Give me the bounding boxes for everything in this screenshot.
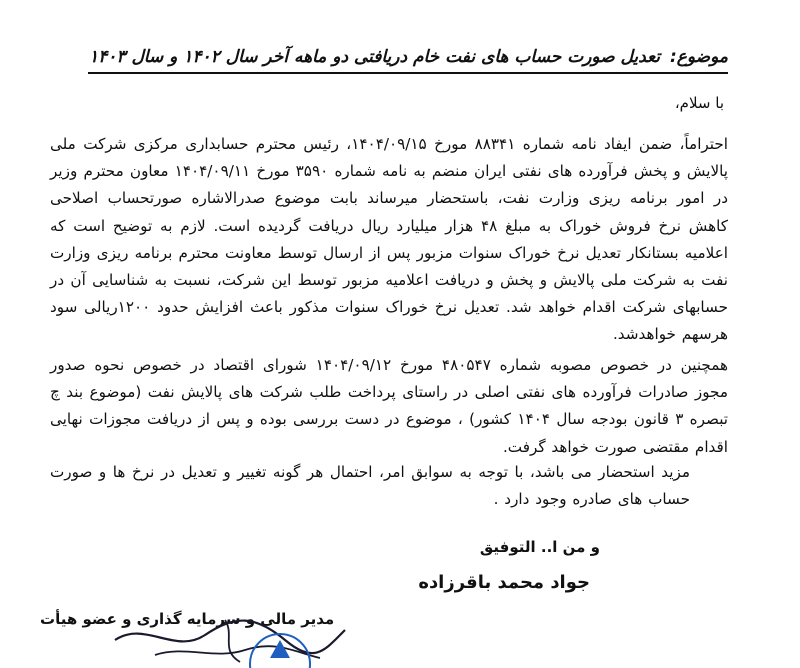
paragraph-2: همچنین در خصوص مصوبه شماره ۴۸۰۵۴۷ مورخ ۱۴۰۴/۰۹/۱۲ شورای اقتصاد در خصوص نحوه صدور مجوز صادرات فرآورده های نفتی اصلی در راستای پرداخت طلب شرکت های پالایش نفت (موضوع بند چ تبصره ۳ قانون بودجه سال ۱۴۰۴ کشور) ، موضوع در دست بررسی بوده و پس از دریافت مجوزات نهایی اقدام مقتضی صورت خواهد گرفت.	[50, 356, 728, 456]
signer-name: جواد محمد باقرزاده	[418, 572, 590, 593]
paragraph-3: مزید استحضار می باشد، با توجه به سوابق امر، احتمال هر گونه تغییر و تعدیل در نرخ ها و صورت حساب های صادره وجود دارد .	[50, 463, 690, 509]
signer-title: مدیر مالی و سرمایه گذاری و عضو هیأت	[40, 610, 335, 628]
greeting: با سلام،	[674, 94, 724, 112]
stamp-seal	[245, 628, 315, 668]
subject-line	[88, 44, 728, 74]
subject-label: موضوع:	[669, 47, 728, 67]
paragraph-1: احتراماً، ضمن ایفاد نامه شماره ۸۸۳۴۱ مورخ ۱۴۰۴/۰۹/۱۵، رئیس محترم حسابداری مرکزی شرکت ملی پالایش و پخش فرآورده های نفتی ایران منضم به نامه شماره ۳۵۹۰ مورخ ۱۴۰۴/۰۹/۱۱ معاون محترم وزیر در امور برنامه ریزی وزارت نفت، باستحضار میرساند بابت موضوع صدرالاشاره صورتحساب اصلاحی کاهش نرخ فروش خوراک به مبلغ ۴۸ هزار میلیارد ریال دریافت گردیده است. لازم به توضیح است که اعلامیه بستانکار تعدیل نرخ خوراک سنوات مزبور پس از ارسال توسط معاونت محترم برنامه ریزی وزارت نفت به شرکت ملی پالایش و پخش و دریافت اعلامیه مزبور توسط این شرکت، نسبت به شناسایی آن در حسابهای شرکت اقدام خواهد شد. تعدیل نرخ خوراک سنوات مذکور باعث افزایش حدود ۱۲۰۰ریالی سود هرسهم خواهدشد.	[50, 135, 729, 344]
signature-scribble	[95, 600, 355, 665]
closing-phrase: و من ا.. التوفیق	[479, 538, 600, 556]
subject-text: تعدیل صورت حساب های نفت خام دریافتی دو ماهه آخر سال ۱۴۰۲ و سال ۱۴۰۳	[89, 47, 661, 67]
